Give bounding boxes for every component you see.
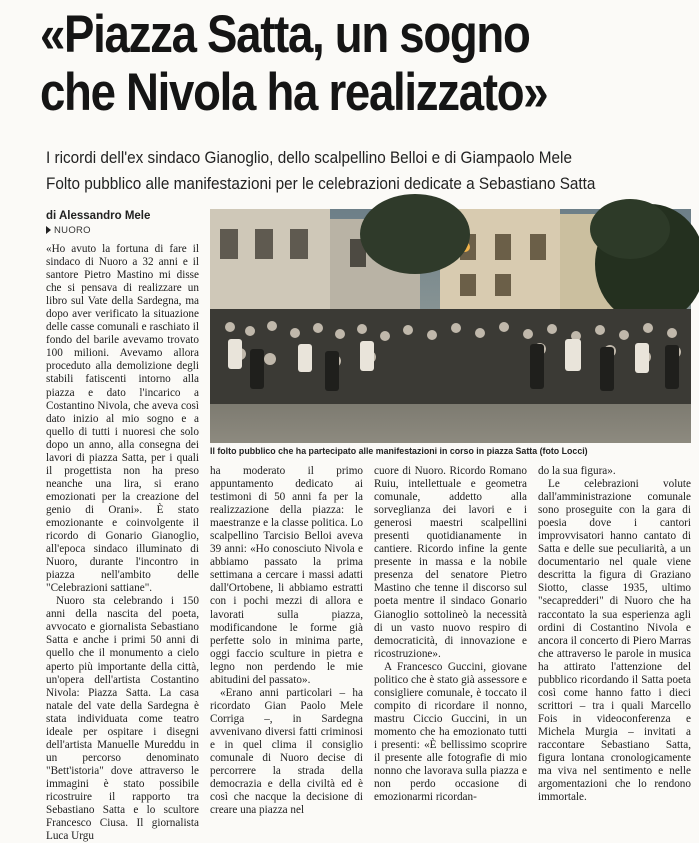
subtitle: [46, 145, 631, 197]
paragraph: Le celebrazioni volute dall'amministrazione comunale sono proseguite con la gara di poesia dove i cantori improvvisatori hanno cantato di Satta e delle sue peculiarità, a un documentario nel quale viene descritta la figura di Graziano Siotto, classe 1935, ultimo "secapredderi" di Nuoro che ha raccontato la sua esperienza agli ordini di Costantino Nivola e ancora il concerto di Piero Marras che attraverso le parole in musica ha attirato l'attenzione del pubblico ricordando il Satta poeta così come hanno fatto i dieci scrittori – tra i quali Marcello Fois in videoconferenza e Michela Murgia – invitati a raccontare Sebastiano Satta, figura lontana cronologicamente ma viva nel sentimento e nelle argomentazioni che lo rendono immortale.: [538, 478, 691, 804]
article-column-1: [46, 243, 199, 843]
subtitle-line-2: Folto pubblico alle manifestazioni per le celebrazioni dedicate a Sebastiano Satta: [46, 174, 596, 193]
subtitle-line-1: I ricordi dell'ex sindaco Gianoglio, dello scalpellino Belloi e di Giampaolo Mele: [46, 148, 572, 167]
triangle-icon: [46, 226, 51, 234]
byline-author: di Alessandro Mele: [46, 210, 151, 222]
paragraph: «Erano anni particolari – ha ricordato Gian Paolo Mele Corriga –, in Sardegna avvenivano diversi fatti criminosi e in quel clima il consiglio comunale di Nuoro decise di percorrere la strada della democrazia e della civiltà ed è così che nacque la decisione di creare una piazza nel: [210, 686, 363, 817]
article-column-3: [374, 465, 527, 804]
headline-line-1: «Piazza Satta, un sogno: [40, 5, 530, 64]
paragraph: do la sua figura».: [538, 465, 616, 477]
article-column-2: [210, 465, 363, 817]
headline: [40, 6, 599, 122]
paragraph: ha moderato il primo appuntamento dedicato ai testimoni di 50 anni fa per la realizzazione della piazza: le maestranze e la classe politica. Lo scalpellino Tarcisio Belloi aveva 39 anni: «Ho conosciuto Nivola e abbiamo passato la prima settimana a cercare i massi adatti dall'Ortobene, li abbiamo estratti con i pochi mezzi di allora e lavorati sulla piazza, modificandone le forme già perfette solo in minima parte, oggi faccio sculture in pietra e legno non perdendo le mie abitudini del passato».: [210, 465, 363, 686]
photo-caption: Il folto pubblico che ha partecipato alle manifestazioni in corso in piazza Satta (foto Locci): [210, 446, 588, 457]
article-column-4: [538, 465, 691, 804]
crowd-photo-illustration: [210, 209, 691, 443]
headline-line-2: che Nivola ha realizzato»: [40, 63, 548, 122]
paragraph: Nuoro sta celebrando i 150 anni della nascita del poeta, avvocato e giornalista Sebastiano Satta e anche i primi 50 anni di quello che il monumento a cielo aperto più importante della città, un'opera dell'artista Costantino Nivola: Piazza Satta. La casa natale del vate della Sardegna è stata individuata come teatro ideale per ospitare i disegni dell'artista Manuelle Mureddu in un percorso denominato "Bett'istoria" dove attraverso le immagini è stato possibile ricostruire il rapporto tra Sebastiano Satta e lo scultore Francesco Ciusa. Il giornalista Luca Urgu: [46, 595, 199, 843]
paragraph: cuore di Nuoro. Ricordo Romano Ruiu, intellettuale e geometra comunale, addetto alla sorveglianza dei lavori e i generosi maestri scalpellini presenti quotidianamente in cantiere. Ricordo infine la gente presente in massa e la nobile presenza del senatore Pietro Mastino che tenne il discorso sul poeta mentre il sindaco Gonario Gianoglio sottolineò la necessità di un vasto nuovo respiro di democraticità, di innovazione e ricostruzione».: [374, 465, 527, 660]
byline-location: [46, 225, 91, 236]
event-photo: [210, 209, 691, 443]
paragraph: A Francesco Guccini, giovane politico che è stato già assessore e consigliere comunale, è toccato il compito di ricordare il nonno, mastru Ciccio Guccini, in un momento che ha emozionato tutti i presenti: «È bellissimo scoprire il presente alle fotografie di mio nonno che lavorava sulla piazza e non perdo occasione di emozionarmi ricordan-: [374, 660, 527, 804]
location-label: NUORO: [54, 225, 91, 236]
paragraph: «Ho avuto la fortuna di fare il sindaco di Nuoro a 32 anni e il santore Pietro Mastino mi disse che si pensava di realizzare un libro sul Vate della Sardegna, ma dopo aver verificato la situazione delle casse comunali e raschiato il fondo del barile avevamo trovato 100 milioni. Avevamo allora proceduto alla demolizione degli stabili fatiscenti intorno alla piazza e dato l'incarico a Costantino Nivola, che aveva così dato inizio al mio sogno e a quello di tutti i nuoresi che solo dopo un anno, alla consegna dei lavori di piazza Satta, per i quali il progettista non ha preso neanche una lira, si erano emozionati per la creazione del genio di Orani». È stato emozionante e coinvolgente il ricordo di Gonario Gianoglio, all'epoca sindaco illuminato di Nuoro, durante l'incontro in piazza nell'ambito delle "Celebrazioni sattiane".: [46, 243, 199, 595]
